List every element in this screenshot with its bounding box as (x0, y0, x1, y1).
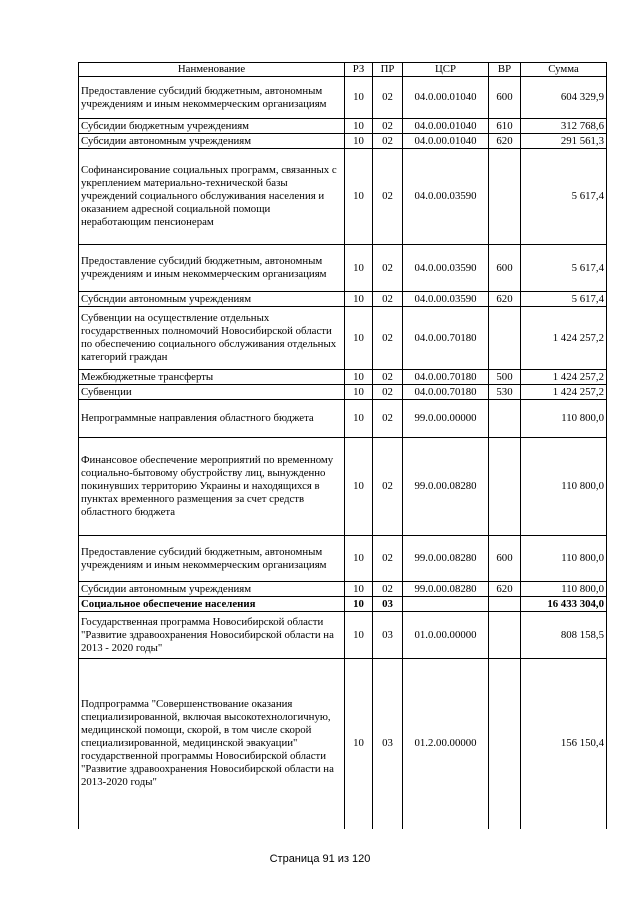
cell-pr: 02 (373, 385, 403, 400)
cell-sum: 110 800,0 (521, 400, 607, 438)
cell-pr: 02 (373, 536, 403, 582)
table-row (79, 438, 607, 536)
cell-vr (489, 612, 521, 659)
cell-csr: 04.0.00.03590 (403, 245, 489, 292)
cell-csr: 04.0.00.01040 (403, 77, 489, 119)
cell-vr: 600 (489, 536, 521, 582)
table-row (79, 370, 607, 385)
cell-vr: 620 (489, 292, 521, 307)
cell-name: Предоставление субсидий бюджетным, автономным учреждениям и иным некоммерческим организациям (79, 245, 345, 292)
cell-vr: 600 (489, 77, 521, 119)
cell-sum: 808 158,5 (521, 612, 607, 659)
cell-rz: 10 (345, 245, 373, 292)
cell-name: Межбюджетные трансферты (79, 370, 345, 385)
cell-rz: 10 (345, 134, 373, 149)
cell-sum: 312 768,6 (521, 119, 607, 134)
cell-name: Субвенции на осуществление отдельных государственных полномочий Новосибирской области по обеспечению социального обслуживания отдельных категорий граждан (79, 307, 345, 370)
cell-sum: 291 561,3 (521, 134, 607, 149)
cell-rz: 10 (345, 438, 373, 536)
cell-pr: 02 (373, 245, 403, 292)
table-row (79, 119, 607, 134)
cell-pr: 03 (373, 659, 403, 829)
cell-rz: 10 (345, 582, 373, 597)
table-row (79, 400, 607, 438)
header-rz: РЗ (345, 63, 373, 77)
cell-pr: 03 (373, 597, 403, 612)
cell-sum: 156 150,4 (521, 659, 607, 829)
page-number: Страница 91 из 120 (269, 853, 371, 865)
cell-sum: 110 800,0 (521, 438, 607, 536)
table-row (79, 536, 607, 582)
header-name: Нанменование (79, 63, 345, 77)
cell-vr: 530 (489, 385, 521, 400)
cell-pr: 02 (373, 149, 403, 245)
cell-sum: 16 433 304,0 (521, 597, 607, 612)
cell-vr (489, 597, 521, 612)
cell-sum: 5 617,4 (521, 245, 607, 292)
cell-rz: 10 (345, 536, 373, 582)
cell-csr: 99.0.00.00000 (403, 400, 489, 438)
table-row (79, 307, 607, 370)
cell-vr: 600 (489, 245, 521, 292)
cell-name: Подпрограмма "Совершенствование оказания специализированной, включая высокотехнологичную, медицинской помощи, скорой, в том числе скорой специализированной, медицинской эвакуации" государственной программы Новосибирской области "Развитие здравоохранения Новосибирской области на 2013-2020 годы" (79, 659, 345, 829)
cell-rz: 10 (345, 659, 373, 829)
header-pr: ПР (373, 63, 403, 77)
cell-name: Предоставление субсидий бюджетным, автономным учреждениям и иным некоммерческим организациям (79, 536, 345, 582)
cell-name: Субвенции (79, 385, 345, 400)
cell-vr: 620 (489, 134, 521, 149)
cell-rz: 10 (345, 400, 373, 438)
cell-rz: 10 (345, 292, 373, 307)
table-row (79, 134, 607, 149)
header-vr: ВР (489, 63, 521, 77)
table-header-row (79, 63, 607, 77)
table-row (79, 77, 607, 119)
cell-sum: 604 329,9 (521, 77, 607, 119)
cell-pr: 02 (373, 292, 403, 307)
cell-rz: 10 (345, 597, 373, 612)
cell-rz: 10 (345, 77, 373, 119)
cell-sum: 5 617,4 (521, 292, 607, 307)
cell-sum: 110 800,0 (521, 582, 607, 597)
budget-table (78, 62, 607, 829)
table-row (79, 245, 607, 292)
cell-csr: 04.0.00.03590 (403, 149, 489, 245)
cell-name: Субсндии автономным учреждениям (79, 292, 345, 307)
cell-rz: 10 (345, 385, 373, 400)
cell-pr: 02 (373, 119, 403, 134)
cell-csr: 04.0.00.70180 (403, 307, 489, 370)
cell-name: Субсидии автономным учреждениям (79, 582, 345, 597)
cell-csr: 04.0.00.70180 (403, 370, 489, 385)
cell-rz: 10 (345, 612, 373, 659)
cell-name: Социальное обеспечение населения (79, 597, 345, 612)
cell-rz: 10 (345, 307, 373, 370)
cell-vr (489, 307, 521, 370)
cell-csr: 99.0.00.08280 (403, 438, 489, 536)
cell-sum: 110 800,0 (521, 536, 607, 582)
cell-csr: 04.0.00.01040 (403, 119, 489, 134)
cell-vr (489, 400, 521, 438)
cell-pr: 02 (373, 134, 403, 149)
cell-pr: 02 (373, 582, 403, 597)
table-row (79, 659, 607, 829)
cell-sum: 1 424 257,2 (521, 385, 607, 400)
cell-vr (489, 438, 521, 536)
table-body (79, 77, 607, 829)
table-row (79, 597, 607, 612)
cell-name: Финансовое обеспечение мероприятий по временному социально-бытовому обустройству лиц, вынужденно покинувших территорию Украины и находящихся в пунктах временного размещения за счет средств областного бюджета (79, 438, 345, 536)
cell-rz: 10 (345, 119, 373, 134)
cell-pr: 02 (373, 438, 403, 536)
header-sum: Сумма (521, 63, 607, 77)
table-row (79, 149, 607, 245)
cell-pr: 02 (373, 77, 403, 119)
cell-vr (489, 149, 521, 245)
cell-rz: 10 (345, 149, 373, 245)
cell-pr: 02 (373, 370, 403, 385)
cell-csr: 99.0.00.08280 (403, 536, 489, 582)
table-row (79, 612, 607, 659)
cell-name: Предоставление субсидий бюджетным, автономным учреждениям и иным некоммерческим организациям (79, 77, 345, 119)
table-row (79, 292, 607, 307)
cell-rz: 10 (345, 370, 373, 385)
cell-sum: 1 424 257,2 (521, 370, 607, 385)
cell-csr: 01.2.00.00000 (403, 659, 489, 829)
cell-csr (403, 597, 489, 612)
cell-name: Софинансирование социальных программ, связанных с укреплением материально-технической базы учреждений социального обслуживания населения и оказанием адресной социальной помощи неработающим пенсионерам (79, 149, 345, 245)
cell-csr: 04.0.00.70180 (403, 385, 489, 400)
cell-pr: 03 (373, 612, 403, 659)
cell-pr: 02 (373, 400, 403, 438)
cell-vr: 500 (489, 370, 521, 385)
cell-sum: 5 617,4 (521, 149, 607, 245)
cell-sum: 1 424 257,2 (521, 307, 607, 370)
cell-vr: 620 (489, 582, 521, 597)
table-row (79, 385, 607, 400)
table-row (79, 582, 607, 597)
cell-csr: 99.0.00.08280 (403, 582, 489, 597)
cell-name: Субсидии автономным учреждениям (79, 134, 345, 149)
cell-name: Субсидии бюджетным учреждениям (79, 119, 345, 134)
cell-pr: 02 (373, 307, 403, 370)
cell-csr: 04.0.00.03590 (403, 292, 489, 307)
cell-vr: 610 (489, 119, 521, 134)
cell-vr (489, 659, 521, 829)
cell-name: Непрограммные направления областного бюджета (79, 400, 345, 438)
cell-csr: 01.0.00.00000 (403, 612, 489, 659)
cell-csr: 04.0.00.01040 (403, 134, 489, 149)
header-csr: ЦСР (403, 63, 489, 77)
cell-name: Государственная программа Новосибирской области "Развитие здравоохранения Новосибирской области на 2013 - 2020 годы" (79, 612, 345, 659)
